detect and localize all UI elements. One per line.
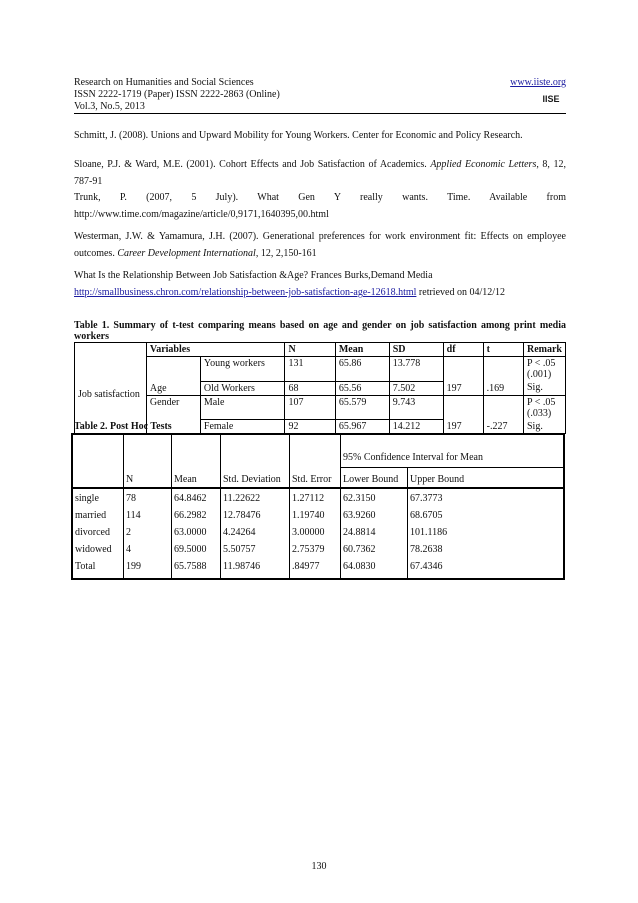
table1-remark: Sig. <box>524 381 566 395</box>
table1-header-remark: Remark <box>524 343 566 357</box>
reference-whatis <box>74 267 566 301</box>
table1-age-label: Age <box>146 357 200 396</box>
table2-blank-cell <box>72 467 124 488</box>
reference-westerman <box>74 228 566 262</box>
table2-mean: 65.7588 <box>172 559 221 579</box>
table1-df: 197 <box>443 357 483 396</box>
table-row <box>72 542 564 559</box>
table2-header-lower: Lower Bound <box>341 467 408 488</box>
journal-volume: Vol.3, No.5, 2013 <box>74 101 145 112</box>
table1-n: 92 <box>285 420 335 434</box>
table1-remark: P < .05 (.001) <box>524 357 566 382</box>
table1-caption: Table 1. Summary of t-test comparing means based on age and gender on job satisfaction among print media workers <box>74 320 566 342</box>
table2-label: widowed <box>72 542 124 559</box>
table1-header-t: t <box>483 343 523 357</box>
table2-caption: Table 2. Post Hoc Tests <box>74 421 172 432</box>
table2-sd: 4.24264 <box>221 525 290 542</box>
table2-label: Total <box>72 559 124 579</box>
table2-upper: 67.4346 <box>408 559 565 579</box>
reference-sloane <box>74 156 566 190</box>
table1-mean: 65.967 <box>335 420 389 434</box>
table1-remark: Sig. <box>524 420 566 434</box>
table2-blank-cell <box>124 434 172 467</box>
table2-blank-cell <box>290 434 341 467</box>
table2-se: 3.00000 <box>290 525 341 542</box>
table2-se: 1.27112 <box>290 488 341 508</box>
table1-sd: 14.212 <box>389 420 443 434</box>
table2-n: 114 <box>124 508 172 525</box>
logo-text: IISE <box>542 94 560 104</box>
page-number: 130 <box>311 861 327 872</box>
table1-t: .169 <box>483 357 523 396</box>
table2-upper: 67.3773 <box>408 488 565 508</box>
table2-mean: 66.2982 <box>172 508 221 525</box>
reference-whatis-link[interactable]: http://smallbusiness.chron.com/relationship-between-job-satisfaction-age-12618.html <box>74 287 417 298</box>
table1-header-mean: Mean <box>335 343 389 357</box>
table2-blank-cell <box>72 434 124 467</box>
table1-sd: 13.778 <box>389 357 443 382</box>
table2-se: .84977 <box>290 559 341 579</box>
table2-upper: 78.2638 <box>408 542 565 559</box>
table2-ci-header: 95% Confidence Interval for Mean <box>341 434 565 467</box>
table2-upper: 68.6705 <box>408 508 565 525</box>
table2-header-se: Std. Error <box>290 467 341 488</box>
table-row <box>72 559 564 579</box>
table2-mean: 69.5000 <box>172 542 221 559</box>
table2-n: 2 <box>124 525 172 542</box>
table-row <box>75 357 566 382</box>
table2-header-upper: Upper Bound <box>408 467 565 488</box>
table1-sd: 9.743 <box>389 395 443 420</box>
table2-sd: 12.78476 <box>221 508 290 525</box>
table1-df: 197 <box>443 395 483 434</box>
table2-blank-cell <box>221 434 290 467</box>
table1-blank-cell <box>75 343 147 357</box>
table2-header-row-top <box>72 434 564 467</box>
table2-lower: 64.0830 <box>341 559 408 579</box>
journal-url-link[interactable]: www.iiste.org <box>510 77 566 88</box>
table2-upper: 101.1186 <box>408 525 565 542</box>
table2-lower: 60.7362 <box>341 542 408 559</box>
table2-sd: 11.22622 <box>221 488 290 508</box>
table1-sd: 7.502 <box>389 381 443 395</box>
header-rule <box>74 113 566 114</box>
iiste-logo <box>540 91 562 105</box>
table1-row-label: Job satisfaction <box>75 357 147 434</box>
table2-n: 78 <box>124 488 172 508</box>
reference-sloane-details: , 8, 12, 787-91 <box>74 159 566 187</box>
table1-header-variables: Variables <box>146 343 285 357</box>
table2-sd: 11.98746 <box>221 559 290 579</box>
table-row <box>72 525 564 542</box>
journal-issn: ISSN 2222-1719 (Paper) ISSN 2222-2863 (Online) <box>74 89 280 100</box>
table1-group: Old Workers <box>200 381 285 395</box>
reference-westerman-journal: Career Development International <box>117 248 256 259</box>
table2-sd: 5.50757 <box>221 542 290 559</box>
table1-header-n: N <box>285 343 335 357</box>
table1-mean: 65.86 <box>335 357 389 382</box>
table1-group: Female <box>200 420 285 434</box>
table2-se: 2.75379 <box>290 542 341 559</box>
table2-blank-cell <box>172 434 221 467</box>
table1-header-sd: SD <box>389 343 443 357</box>
table1-gender-label: Gender <box>146 395 200 434</box>
table2-label: divorced <box>72 525 124 542</box>
table2-header-mean: Mean <box>172 467 221 488</box>
table-row <box>72 508 564 525</box>
table-row <box>72 488 564 508</box>
reference-sloane-text: Sloane, P.J. & Ward, M.E. (2001). Cohort Effects and Job Satisfaction of Academics. <box>74 159 431 170</box>
table1-remark: P < .05 (.033) <box>524 395 566 420</box>
table1-n: 131 <box>285 357 335 382</box>
table2-n: 199 <box>124 559 172 579</box>
table2-label: single <box>72 488 124 508</box>
table2-mean: 63.0000 <box>172 525 221 542</box>
table1-n: 107 <box>285 395 335 420</box>
reference-sloane-journal: Applied Economic Letters <box>430 159 537 170</box>
table1-group: Male <box>200 395 285 420</box>
table1-n: 68 <box>285 381 335 395</box>
reference-schmitt: Schmitt, J. (2008). Unions and Upward Mobility for Young Workers. Center for Economic and Policy Research. <box>74 130 523 141</box>
journal-title: Research on Humanities and Social Sciences <box>74 77 254 88</box>
reference-westerman-details: , 12, 2,150-161 <box>255 248 317 259</box>
table1-group: Young workers <box>200 357 285 382</box>
table1-header-row <box>75 343 566 357</box>
reference-westerman-text: Westerman, J.W. & Yamamura, J.H. (2007). Generational preferences for work environment fit: Effects on employee outcomes. <box>74 231 566 259</box>
table2-label: married <box>72 508 124 525</box>
table2-lower: 24.8814 <box>341 525 408 542</box>
table2-header-row <box>72 467 564 488</box>
table1-t: -.227 <box>483 395 523 434</box>
reference-whatis-retrieved: retrieved on 04/12/12 <box>416 287 506 298</box>
table2-se: 1.19740 <box>290 508 341 525</box>
table1-mean: 65.56 <box>335 381 389 395</box>
table2-header-sd: Std. Deviation <box>221 467 290 488</box>
reference-whatis-title: What Is the Relationship Between Job Satisfaction &Age? Frances Burks,Demand Media <box>74 270 433 281</box>
table2-header-n: N <box>124 467 172 488</box>
table1-header-df: df <box>443 343 483 357</box>
table2 <box>71 433 565 580</box>
table-row <box>75 395 566 420</box>
table2-lower: 63.9260 <box>341 508 408 525</box>
table2-n: 4 <box>124 542 172 559</box>
table2-mean: 64.8462 <box>172 488 221 508</box>
table2-lower: 62.3150 <box>341 488 408 508</box>
reference-trunk: Trunk, P. (2007, 5 July). What Gen Y really wants. Time. Available from http://www.time.com/magazine/article/0,9171,1640395,00.html <box>74 192 566 220</box>
table1-mean: 65.579 <box>335 395 389 420</box>
